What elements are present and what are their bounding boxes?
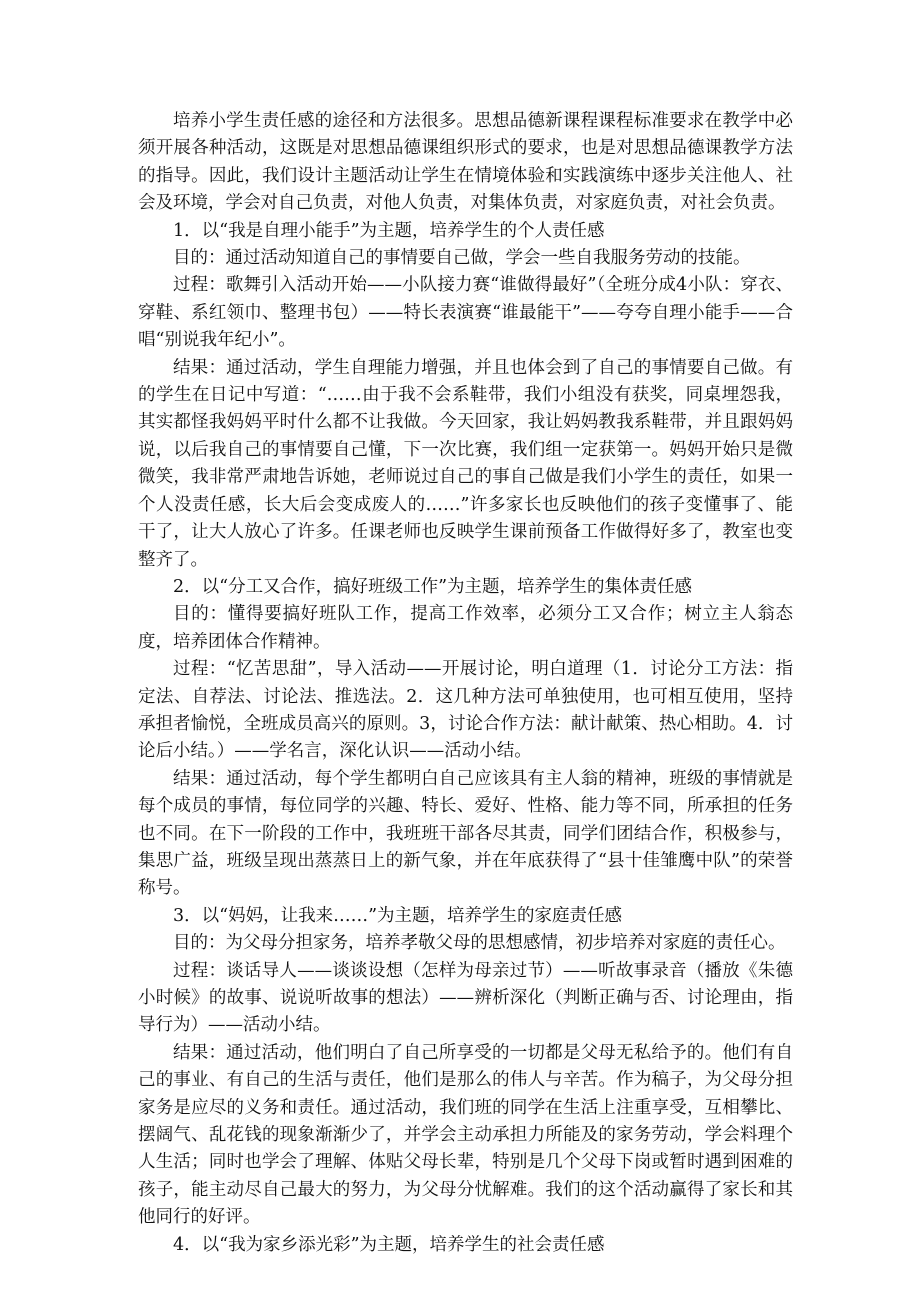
section-1-goal: 目的：通过活动知道自己的事情要自己做，学会一些自我服务劳动的技能。 bbox=[173, 248, 751, 269]
section-1-process: 过程：歌舞引入活动开始——小队接力赛“谁做得最好”（全班分成4小队：穿衣、穿鞋、系红领巾、整理书包）——特长表演赛“谁最能干”——夸夸自理小能手——合唱“别说我年纪小”。 bbox=[138, 275, 793, 351]
section-2-goal: 目的：懂得要搞好班队工作，提高工作效率，必须分工又合作；树立主人翁态度，培养团体合作精神。 bbox=[138, 604, 793, 652]
section-3-heading: 3．以“妈妈，让我来……”为主题，培养学生的家庭责任感 bbox=[173, 905, 623, 926]
section-2-heading: 2．以“分工又合作，搞好班级工作”为主题，培养学生的集体责任感 bbox=[173, 576, 693, 597]
intro-paragraph: 培养小学生责任感的途径和方法很多。思想品德新课程课程标准要求在教学中必须开展各种活动，这既是对思想品德课组织形式的要求，也是对思想品德课教学方法的指导。因此，我们设计主题活动让学生在情境体验和实践演练中逐步关注他人、社会及环境，学会对自己负责，对他人负责，对集体负责，对家庭负责，对社会负责。 bbox=[138, 111, 793, 214]
section-4-heading: 4．以“我为家乡添光彩”为主题，培养学生的社会责任感 bbox=[173, 1234, 605, 1255]
section-3-result: 结果：通过活动，他们明白了自己所享受的一切都是父母无私给予的。他们有自己的事业、有自己的生活与责任，他们是那么的伟人与辛苦。作为稿子，为父母分担家务是应尽的义务和责任。通过活动，我们班的同学在生活上注重享受，互相攀比、摆阔气、乱花钱的现象渐渐少了，并学会主动承担力所能及的家务劳动，学会料理个人生活；同时也学会了理解、体贴父母长辈，特别是几个父母下岗或暂时遇到困难的孩子，能主动尽自己最大的努力，为父母分忧解难。我们的这个活动赢得了家长和其他同行的好评。 bbox=[138, 1042, 793, 1228]
section-2-result: 结果：通过活动，每个学生都明白自己应该具有主人翁的精神，班级的事情就是每个成员的事情，每位同学的兴趣、特长、爱好、性格、能力等不同，所承担的任务也不同。在下一阶段的工作中，我班班干部各尽其责，同学们团结合作，积极参与，集思广益，班级呈现出蒸蒸日上的新气象，并在年底获得了“县十佳雏鹰中队”的荣誉称号。 bbox=[138, 768, 793, 899]
section-3-process: 过程：谈话导人——谈谈设想（怎样为母亲过节）——听故事录音（播放《朱德小时候》的故事、说说听故事的想法）——辨析深化（判断正确与否、讨论理由，指导行为）——活动小结。 bbox=[138, 960, 793, 1036]
section-1-result: 结果：通过活动，学生自理能力增强，并且也体会到了自己的事情要自己做。有的学生在日记中写道：“……由于我不会系鞋带，我们小组没有获奖，同桌埋怨我，其实都怪我妈妈平时什么都不让我做。今天回家，我让妈妈教我系鞋带，并且跟妈妈说，以后我自己的事情要自己懂，下一次比赛，我们组一定获第一。妈妈开始只是微微笑，我非常严肃地告诉她，老师说过自己的事自己做是我们小学生的责任，如果一个人没责任感，长大后会变成废人的……”许多家长也反映他们的孩子变懂事了、能干了，让大人放心了许多。任课老师也反映学生课前预备工作做得好多了，教室也变整齐了。 bbox=[138, 357, 793, 570]
section-2-process: 过程：“忆苦思甜”，导入活动——开展讨论，明白道理（1．讨论分工方法：指定法、自荐法、讨论法、推选法。2．这几种方法可单独使用，也可相互使用，坚持承担者愉悦，全班成员高兴的原则。3，讨论合作方法：献计献策、热心相助。4．讨论后小结。）——学名言，深化认识——活动小结。 bbox=[138, 659, 793, 762]
section-1-heading: 1．以“我是自理小能手”为主题，培养学生的个人责任感 bbox=[173, 220, 605, 241]
document-body bbox=[138, 108, 793, 1259]
section-3-goal: 目的：为父母分担家务，培养孝敬父母的思想感情，初步培养对家庭的责任心。 bbox=[173, 933, 786, 954]
